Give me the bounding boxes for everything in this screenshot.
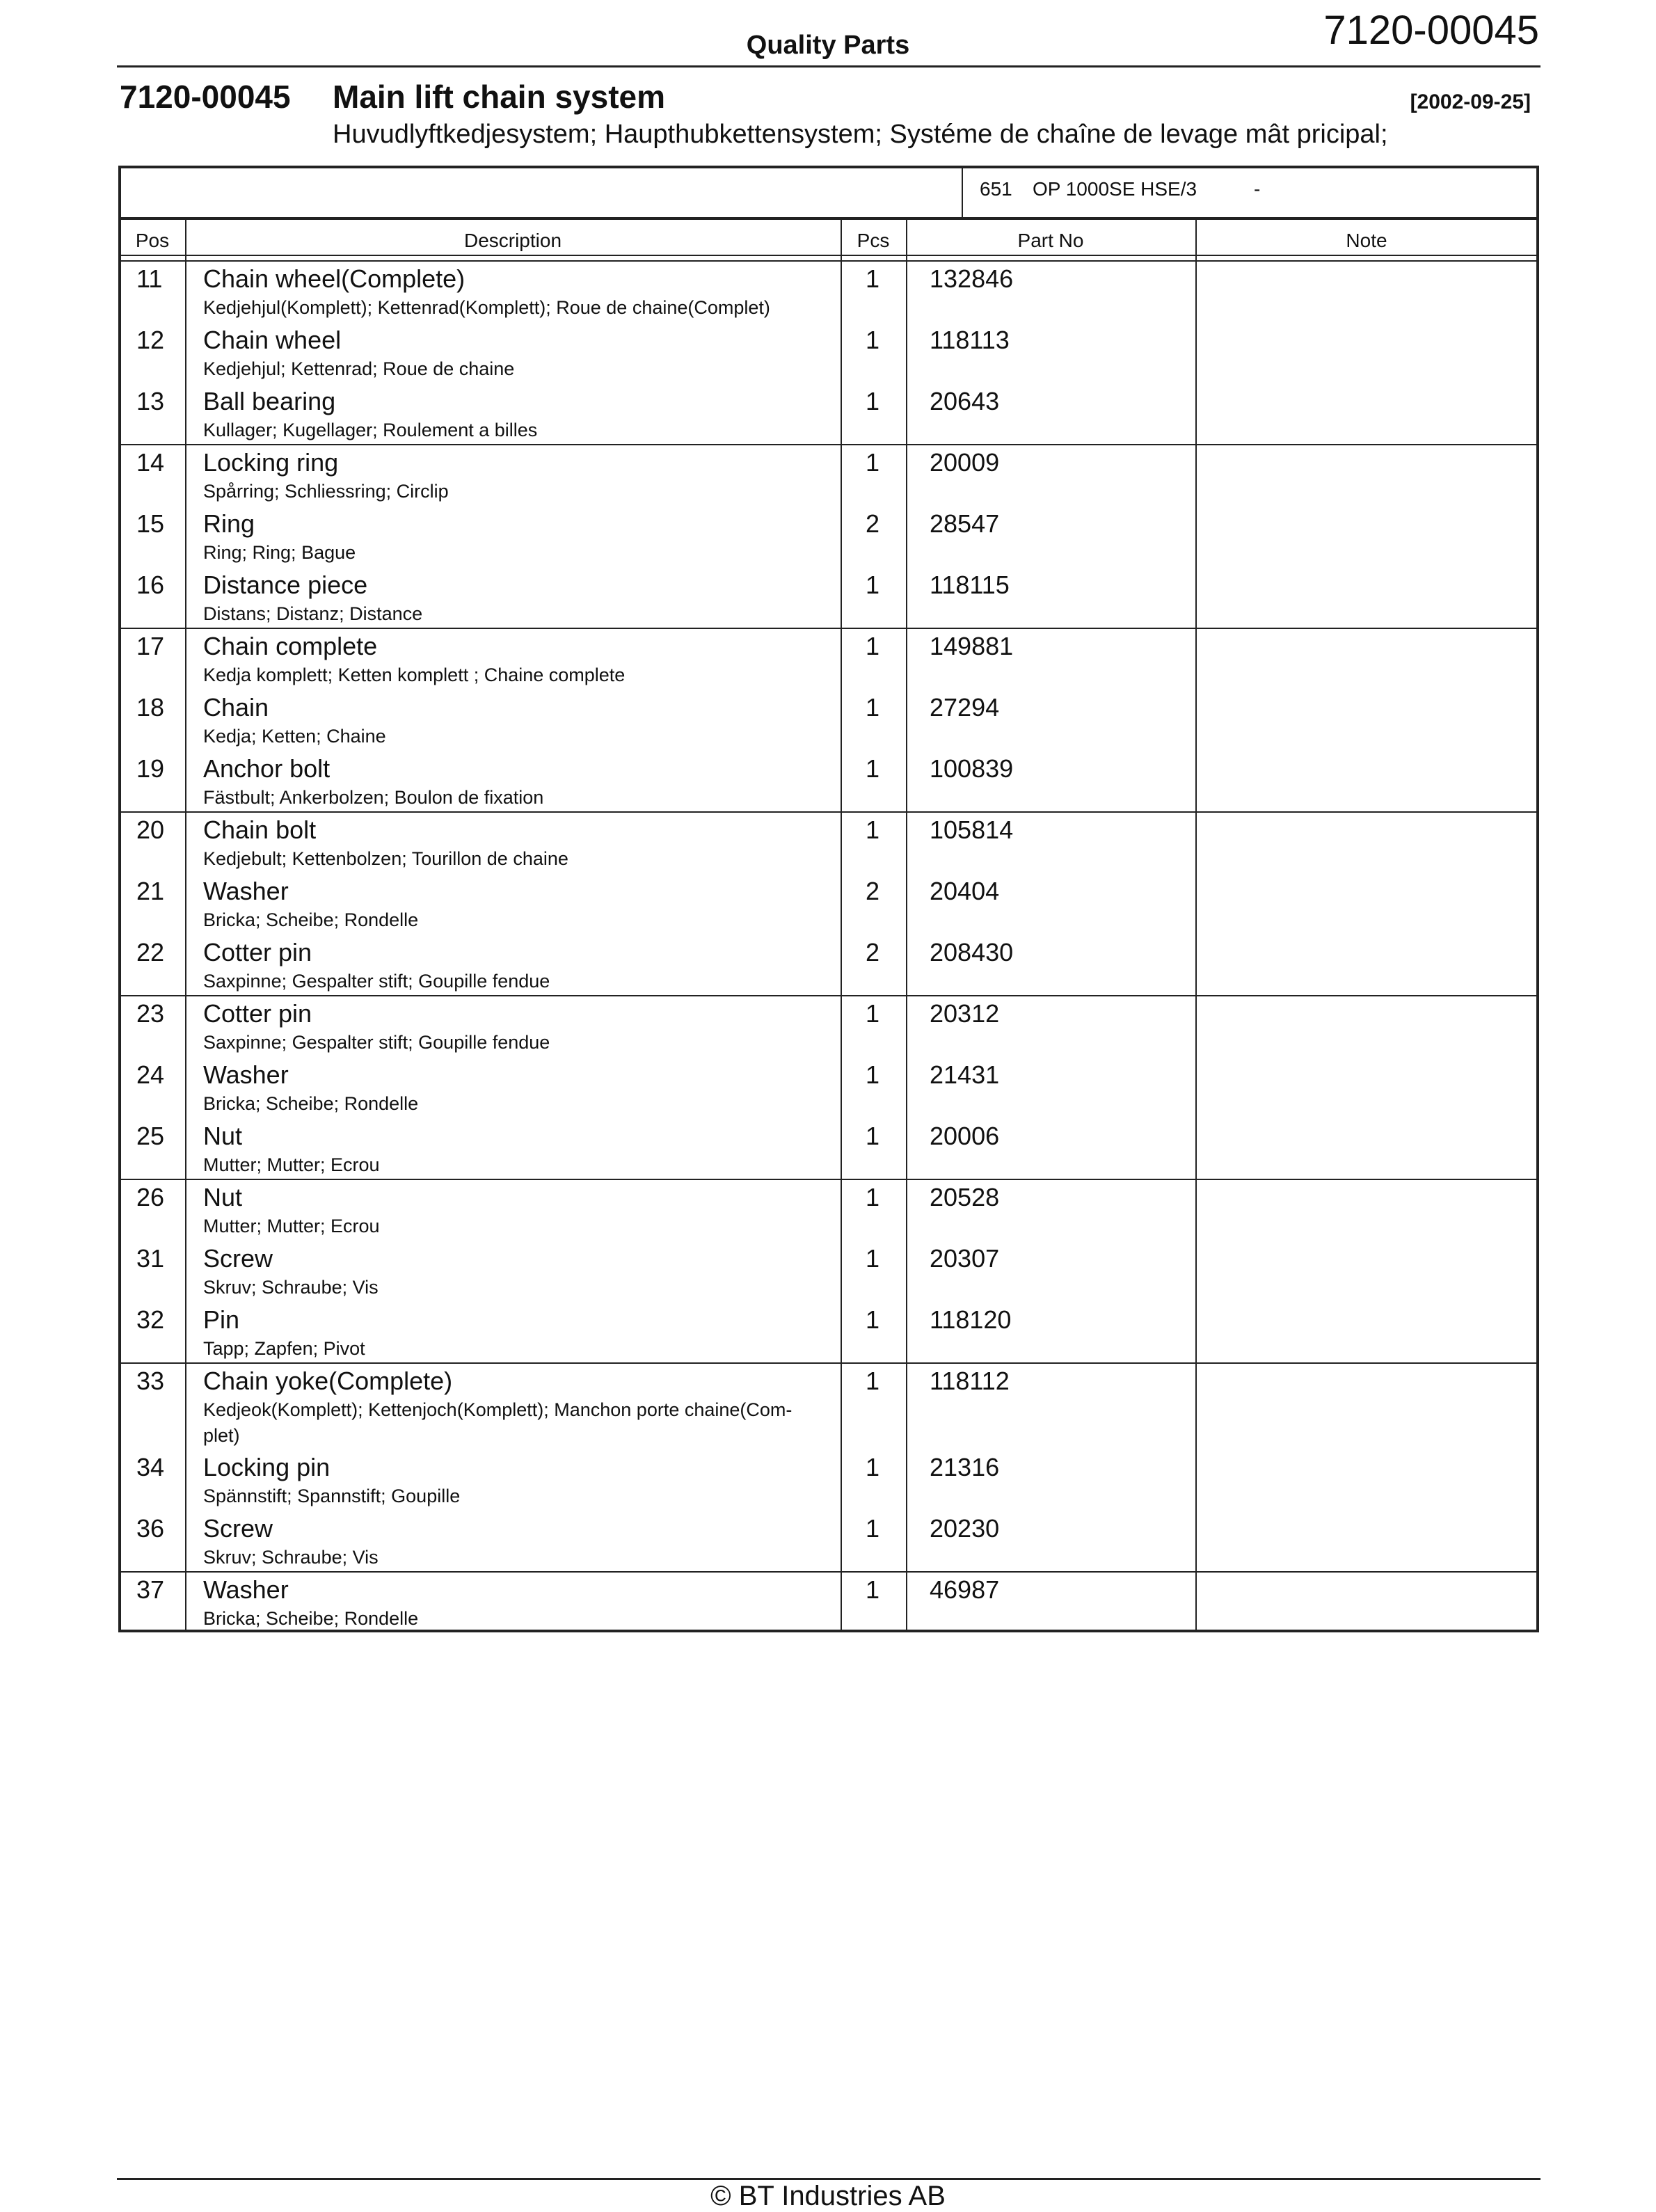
model-info [962,166,1539,218]
column-header-pos: Pos [135,230,170,251]
row-pcs: 1 [866,1060,880,1089]
column-divider [906,217,907,1632]
row-translations: Spännstift; Spannstift; Goupille [203,1486,461,1506]
row-part-no: 28547 [930,509,1000,538]
row-pos: 23 [136,999,165,1028]
row-description: Washer [203,877,289,905]
row-pcs: 1 [866,387,880,415]
row-description: Chain bolt [203,815,317,844]
row-pcs: 1 [866,1305,880,1334]
row-pcs: 1 [866,1514,880,1543]
row-part-no: 20307 [930,1244,1000,1273]
header-rule-double [118,260,1539,262]
row-part-no: 149881 [930,632,1014,660]
row-part-no: 21316 [930,1453,1000,1481]
row-part-no: 20006 [930,1122,1000,1150]
group-divider [118,1179,1539,1180]
row-pcs: 2 [866,938,880,966]
row-translations: Kedjehjul(Komplett); Kettenrad(Komplett); Roue de chaine(Complet) [203,297,770,318]
row-translations: Bricka; Scheibe; Rondelle [203,909,419,930]
row-translations: Distans; Distanz; Distance [203,603,423,624]
column-header-note: Note [1346,230,1387,251]
group-divider [118,1571,1539,1573]
row-description: Chain [203,693,269,722]
row-pcs: 1 [866,1575,880,1604]
group-divider [118,444,1539,445]
column-header-pcs: Pcs [857,230,890,251]
row-pos: 16 [136,571,165,599]
row-pcs: 1 [866,571,880,599]
row-translations: Skruv; Schraube; Vis [203,1547,379,1568]
row-translations: Kedja komplett; Ketten komplett ; Chaine complete [203,665,626,685]
row-translations: Mutter; Mutter; Ecrou [203,1154,380,1175]
row-translations: Mutter; Mutter; Ecrou [203,1216,380,1236]
group-divider [118,995,1539,996]
row-part-no: 20528 [930,1183,1000,1211]
row-description: Chain complete [203,632,378,660]
row-description: Nut [203,1122,243,1150]
row-pos: 26 [136,1183,165,1211]
row-part-no: 105814 [930,815,1014,844]
row-pcs: 1 [866,1453,880,1481]
row-description: Chain wheel [203,326,342,354]
row-pcs: 1 [866,1367,880,1395]
row-pos: 24 [136,1060,165,1089]
row-description: Locking ring [203,448,339,477]
group-divider [118,811,1539,813]
row-translations: Skruv; Schraube; Vis [203,1277,379,1298]
model-code: 651 [980,178,1012,200]
row-pcs: 1 [866,264,880,293]
row-part-no: 118120 [930,1305,1012,1334]
model-name: OP 1000SE HSE/3 [1033,178,1197,200]
row-translations: Kedjehjul; Kettenrad; Roue de chaine [203,358,515,379]
row-part-no: 118113 [930,326,1010,354]
row-translations: Kedjebult; Kettenbolzen; Tourillon de chaine [203,848,568,869]
model-divider [118,217,1539,220]
row-pcs: 1 [866,326,880,354]
column-divider [1195,217,1197,1632]
row-pcs: 2 [866,877,880,905]
row-pcs: 1 [866,448,880,477]
row-part-no: 20312 [930,999,1000,1028]
row-pcs: 1 [866,1244,880,1273]
row-pos: 19 [136,754,165,783]
row-pos: 33 [136,1367,165,1395]
group-divider [118,628,1539,629]
title-block [120,78,1538,120]
row-translations: Kullager; Kugellager; Roulement a billes [203,420,538,440]
row-translations: Fästbult; Ankerbolzen; Boulon de fixation [203,787,544,808]
row-part-no: 20230 [930,1514,1000,1543]
row-translations: Tapp; Zapfen; Pivot [203,1338,365,1359]
row-pos: 15 [136,509,165,538]
title-translations: Huvudlyftkedjesystem; Haupthubkettensystem; Systéme de chaîne de levage mât pricipal; [333,120,1388,149]
row-part-no: 132846 [930,264,1014,293]
row-pcs: 1 [866,754,880,783]
row-pcs: 1 [866,815,880,844]
row-pos: 13 [136,387,165,415]
header-divider [117,65,1540,67]
header-rule [118,255,1539,256]
copyright: © BT Industries AB [710,2181,946,2211]
row-part-no: 208430 [930,938,1014,966]
row-translations: Saxpinne; Gespalter stift; Goupille fendue [203,971,550,992]
row-description: Chain yoke(Complete) [203,1367,453,1395]
row-description: Distance piece [203,571,368,599]
row-pos: 14 [136,448,165,477]
row-translations: Saxpinne; Gespalter stift; Goupille fendue [203,1032,550,1053]
row-pcs: 1 [866,1183,880,1211]
row-description: Cotter pin [203,938,312,966]
row-part-no: 27294 [930,693,1000,722]
row-part-no: 20643 [930,387,1000,415]
row-description: Washer [203,1060,289,1089]
row-part-no: 20404 [930,877,1000,905]
row-description: Anchor bolt [203,754,331,783]
row-pos: 12 [136,326,165,354]
row-description: Screw [203,1244,273,1273]
row-description: Screw [203,1514,273,1543]
row-description: Locking pin [203,1453,331,1481]
row-translations: Spårring; Schliessring; Circlip [203,481,449,502]
row-description: Pin [203,1305,240,1334]
row-translations: Bricka; Scheibe; Rondelle [203,1093,419,1114]
row-description: Cotter pin [203,999,312,1028]
footer-divider [117,2178,1540,2180]
row-description: Washer [203,1575,289,1604]
row-translations: Ring; Ring; Bague [203,542,356,563]
row-pcs: 1 [866,1122,880,1150]
title-number: 7120-00045 [120,79,291,115]
row-description: Ball bearing [203,387,336,415]
row-pos: 21 [136,877,165,905]
row-pos: 17 [136,632,165,660]
row-pos: 34 [136,1453,165,1481]
row-part-no: 118112 [930,1367,1010,1395]
page-title: Main lift chain system [333,79,666,115]
row-pos: 25 [136,1122,165,1150]
revision-date: [2002-09-25] [1410,90,1531,113]
column-divider [841,217,842,1632]
row-pos: 18 [136,693,165,722]
row-pos: 22 [136,938,165,966]
group-divider [118,1362,1539,1364]
row-translations: Kedja; Ketten; Chaine [203,726,386,747]
row-pos: 32 [136,1305,165,1334]
row-translations: Kedjeok(Komplett); Kettenjoch(Komplett); Manchon porte chaine(Com-plet) [203,1399,793,1446]
row-part-no: 21431 [930,1060,1000,1089]
row-pos: 36 [136,1514,165,1543]
row-translations: Bricka; Scheibe; Rondelle [203,1608,419,1629]
row-part-no: 46987 [930,1575,1000,1604]
row-part-no: 100839 [930,754,1014,783]
section-title: Quality Parts [746,31,910,60]
row-pcs: 1 [866,999,880,1028]
row-pos: 37 [136,1575,165,1604]
column-divider [185,217,186,1632]
row-pcs: 1 [866,632,880,660]
row-description: Ring [203,509,255,538]
row-pcs: 2 [866,509,880,538]
model-serial: - [1254,178,1261,200]
row-description: Chain wheel(Complete) [203,264,465,293]
row-part-no: 20009 [930,448,1000,477]
column-header-description: Description [463,230,562,251]
column-header-part-no: Part No [1017,230,1084,251]
row-pos: 31 [136,1244,165,1273]
row-pos: 11 [136,264,163,293]
row-description: Nut [203,1183,243,1211]
row-pcs: 1 [866,693,880,722]
document-number: 7120-00045 [1323,8,1539,53]
row-pos: 20 [136,815,165,844]
row-part-no: 118115 [930,571,1010,599]
